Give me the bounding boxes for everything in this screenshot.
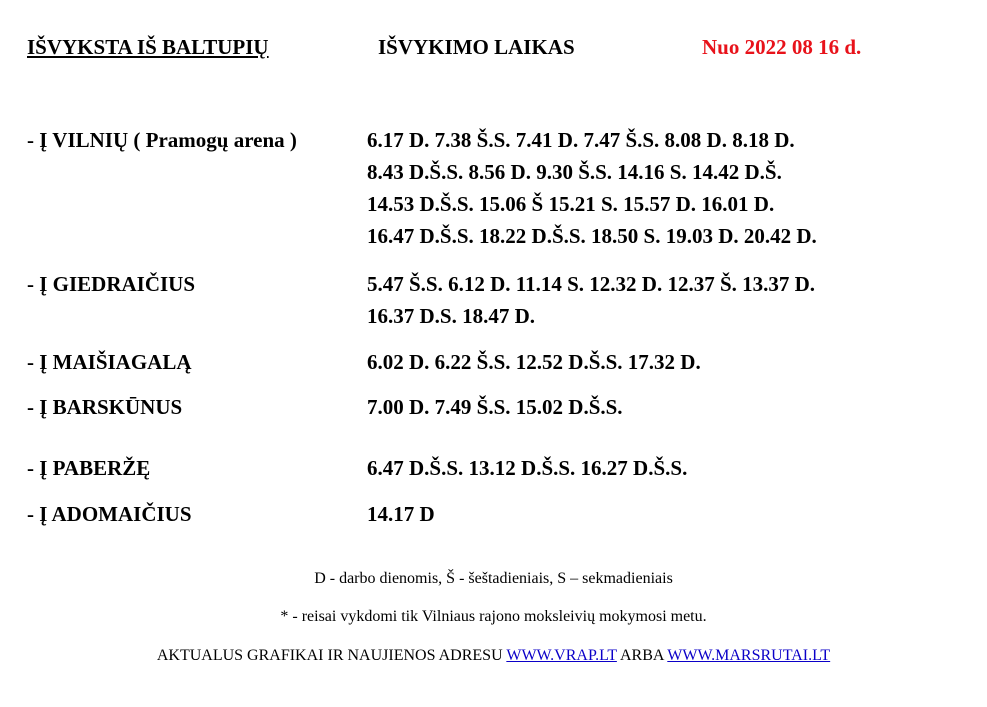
destination-adomaiciai: - Į ADOMAIČIUS — [27, 502, 192, 526]
times-barskunai — [367, 391, 623, 423]
destination-vilnius: - Į VILNIŲ ( Pramogų arena ) — [27, 128, 297, 152]
time-line: 14.17 D — [367, 502, 435, 526]
times-paberze — [367, 452, 687, 484]
valid-from-date: Nuo 2022 08 16 d. — [702, 35, 862, 59]
destination-barskunai: - Į BARSKŪNUS — [27, 395, 183, 419]
time-line: 6.17 D. 7.38 Š.S. 7.41 D. 7.47 Š.S. 8.08 D. 8.18 D. — [367, 128, 795, 152]
school-note: * - reisai vykdomi tik Vilniaus rajono moksleivių mokymosi metu. — [280, 608, 707, 625]
time-line: 6.02 D. 6.22 Š.S. 12.52 D.Š.S. 17.32 D. — [367, 350, 701, 374]
time-line: 5.47 Š.S. 6.12 D. 11.14 S. 12.32 D. 12.37 Š. 13.37 D. — [367, 272, 816, 296]
destination-maisiagala: - Į MAIŠIAGALĄ — [27, 350, 192, 374]
time-line: 14.53 D.Š.S. 15.06 Š 15.21 S. 15.57 D. 16.01 D. — [367, 192, 775, 216]
vrap-link[interactable]: WWW.VRAP.LT — [506, 647, 617, 664]
time-line: 16.47 D.Š.S. 18.22 D.Š.S. 18.50 S. 19.03 D. 20.42 D. — [367, 224, 817, 248]
times-vilnius — [367, 124, 817, 252]
info-middle: ARBA — [620, 647, 664, 664]
time-line: 7.00 D. 7.49 Š.S. 15.02 D.Š.S. — [367, 395, 623, 419]
time-line: 16.37 D.S. 18.47 D. — [367, 304, 536, 328]
times-adomaiciai — [367, 498, 435, 530]
marsrutai-link[interactable]: WWW.MARSRUTAI.LT — [667, 647, 831, 664]
departs-from-heading: IŠVYKSTA IŠ BALTUPIŲ — [27, 35, 269, 59]
info-note — [0, 646, 987, 666]
time-line: 6.47 D.Š.S. 13.12 D.Š.S. 16.27 D.Š.S. — [367, 456, 688, 480]
destination-giedraiciai: - Į GIEDRAIČIUS — [27, 272, 196, 296]
times-maisiagala — [367, 346, 701, 378]
time-line: 8.43 D.Š.S. 8.56 D. 9.30 Š.S. 14.16 S. 14.42 D.Š. — [367, 160, 782, 184]
info-prefix: AKTUALUS GRAFIKAI IR NAUJIENOS ADRESU — [156, 647, 503, 664]
times-giedraiciai — [367, 268, 815, 332]
destination-paberze: - Į PABERŽĘ — [27, 456, 151, 480]
departure-time-heading: IŠVYKIMO LAIKAS — [378, 35, 575, 59]
legend-note: D - darbo dienomis, Š - šeštadieniais, S – sekmadieniais — [314, 570, 673, 587]
